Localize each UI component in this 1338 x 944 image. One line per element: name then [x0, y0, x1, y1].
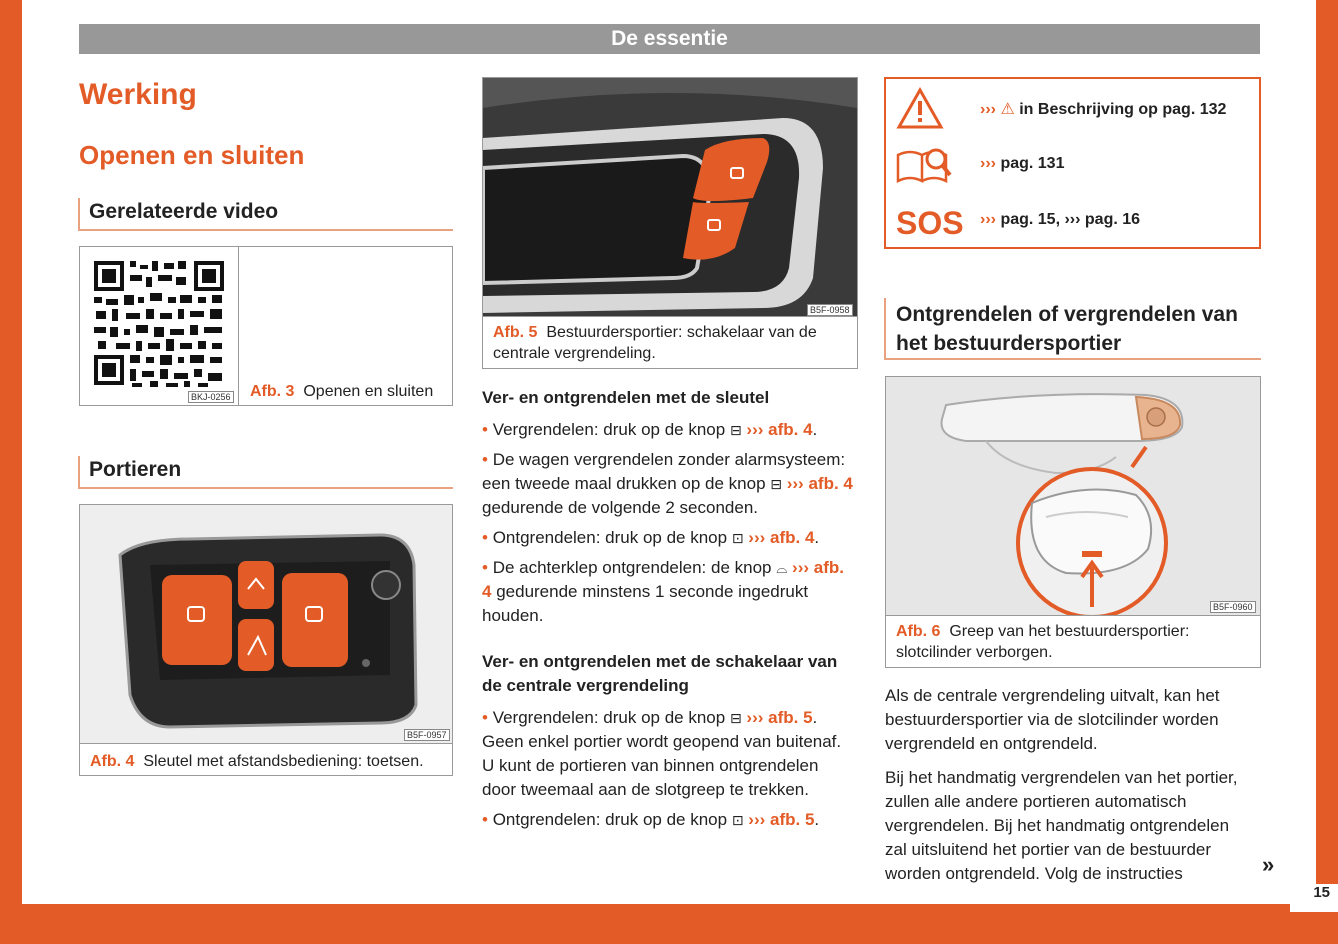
column-3-text: [885, 684, 1255, 886]
heading-marker: [884, 298, 886, 360]
paragraph: Bij het handmatig vergrendelen van het portier, zullen alle andere portieren automatisch vergrendelen. Bij het handmatig ontgrendelen zal uitsluitend het portier van de bestuurder worden ontgrendeld. Volg de instructies: [885, 768, 1238, 883]
book-search-icon: [894, 145, 954, 185]
bullet-item: • Vergrendelen: druk op de knop ⊟ ››› afb. 4.: [482, 420, 818, 439]
figure-afb4: [79, 504, 453, 776]
figure-afb3: [79, 246, 453, 406]
figure-code: BKJ-0256: [188, 391, 234, 403]
bullet-item: • Ontgrendelen: druk op de knop ⊡ ››› afb. 4.: [482, 528, 820, 547]
caption-label: Afb. 6: [896, 623, 941, 640]
caption-text: Greep van het bestuurdersportier: slotcilinder verborgen.: [896, 623, 1190, 661]
subheading-schakelaar: Ver- en ontgrendelen met de schakelaar van de centrale vergrendeling: [482, 652, 838, 695]
figure-code: B5F-0958: [807, 304, 853, 316]
column-2-text: [482, 386, 854, 832]
divider: [78, 487, 453, 489]
door-handle-image: [886, 377, 1260, 615]
door-switch-image: [483, 78, 857, 316]
heading-video: Gerelateerde video: [89, 200, 279, 223]
warning-icon: [896, 87, 944, 131]
caption-text: Sleutel met afstandsbediening: toetsen.: [143, 753, 424, 770]
reference-box: [884, 77, 1261, 249]
subheading-sleutel: Ver- en ontgrendelen met de sleutel: [482, 388, 770, 407]
ref-warning[interactable]: ››› ⚠ in Beschrijving op pag. 132: [980, 101, 1227, 118]
heading-ontgrendelen: Ontgrendelen of vergrendelen van het bestuurdersportier: [896, 303, 1238, 355]
caption-text: Openen en sluiten: [303, 383, 434, 400]
sos-icon: SOS: [896, 205, 964, 241]
heading-openen-sluiten: Openen en sluiten: [79, 140, 305, 170]
caption-afb3: [250, 381, 433, 402]
divider: [78, 229, 453, 231]
heading-marker: [78, 456, 80, 488]
caption-label: Afb. 5: [493, 324, 538, 341]
bullet-item: • De achterklep ontgrendelen: de knop ⌓ ››› afb. 4 gedurende minstens 1 seconde ingedrukt houden.: [482, 558, 844, 625]
heading-marker: [78, 198, 80, 230]
paragraph: Als de centrale vergrendeling uitvalt, kan het bestuurdersportier via de slotcilinder worden vergrendeld en ontgrendeld.: [885, 686, 1220, 753]
figure-code: B5F-0960: [1210, 601, 1256, 613]
caption-label: Afb. 3: [250, 383, 295, 400]
divider: [884, 358, 1261, 360]
heading-werking: Werking: [79, 78, 197, 111]
bullet-item: • Ontgrendelen: druk op de knop ⊡ ››› afb. 5.: [482, 810, 820, 829]
section-header: De essentie: [79, 24, 1260, 54]
bullet-item: • De wagen vergrendelen zonder alarmsysteem: een tweede maal drukken op de knop ⊟ ››› afb. 4 gedurende de volgende 2 seconden.: [482, 450, 853, 517]
continue-icon: »: [1262, 852, 1275, 877]
ref-sos[interactable]: ››› pag. 15, ››› pag. 16: [980, 211, 1141, 228]
figure-code: B5F-0957: [404, 729, 450, 741]
figure-afb5: [482, 77, 858, 369]
caption-label: Afb. 4: [90, 753, 135, 770]
page-number: 15: [1290, 884, 1338, 912]
ref-book[interactable]: ››› pag. 131: [980, 155, 1065, 172]
figure-afb6: [885, 376, 1261, 668]
remote-key-image: [80, 505, 452, 743]
caption-text: Bestuurdersportier: schakelaar van de centrale vergrendeling.: [493, 324, 817, 362]
caption-afb6: [896, 621, 1246, 663]
heading-portieren: Portieren: [89, 458, 182, 481]
caption-afb5: [493, 322, 843, 364]
qr-frame: [80, 247, 239, 405]
qr-code-icon[interactable]: [80, 247, 238, 405]
bullet-item: • Vergrendelen: druk op de knop ⊟ ››› afb. 5. Geen enkel portier wordt geopend van buitenaf. U kunt de portieren van binnen ontgrendelen door tweemaal aan de slotgreep te trekken.: [482, 708, 842, 799]
caption-afb4: [90, 751, 424, 772]
